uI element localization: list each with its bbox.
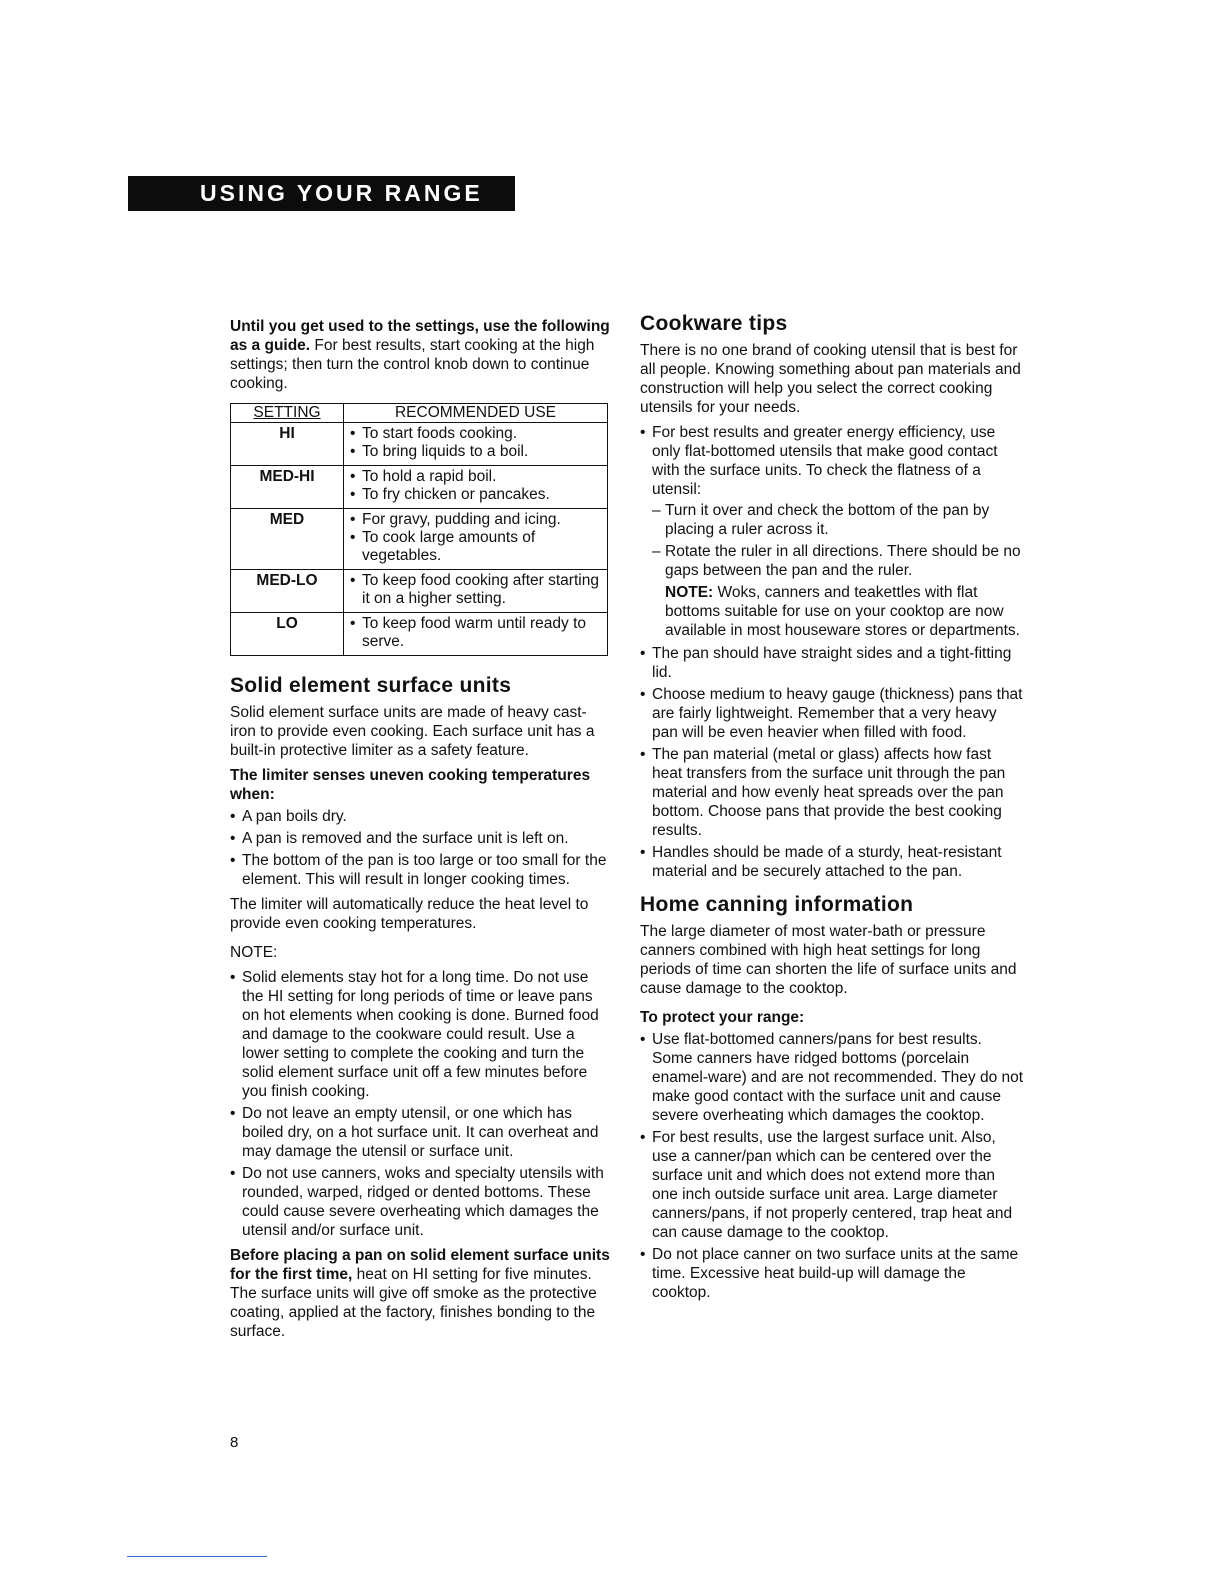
intro-bold: Until you get used to the settings, use the following as a guide. [230,318,610,354]
section-banner: USING YOUR RANGE [128,176,515,211]
first-time-paragraph [230,1246,610,1341]
intro-rest: For best results, start cooking at the high settings; then turn the control knob down to continue cooking. [230,337,595,392]
use-column-header: RECOMMENDED USE [344,404,608,423]
note-list [230,968,610,1240]
table-row [231,423,608,466]
intro-paragraph [230,317,610,393]
cookware-paragraph: There is no one brand of cooking utensil that is best for all people. Knowing something about pan materials and construction will help you select the correct cooking utensils for your needs. [640,342,1021,416]
list-item: • Use flat-bottomed canners/pans for best results. Some canners have ridged bottoms (porcelain enamel-ware) and are not recommended. They do not make good contact with the surface unit and cause severe overheating which damages the cooktop. [640,1030,1025,1125]
cookware-tips-heading: Cookware tips [640,312,788,335]
list-item: • The bottom of the pan is too large or too small for the element. This will result in longer cooking times. [230,851,610,889]
cookware-note [652,583,1025,640]
table-row [231,466,608,509]
use-cell [344,570,608,613]
note-text: Woks, canners and teakettles with flat bottoms suitable for use on your cooktop are now available in most houseware stores or departments. [665,584,1020,639]
first-time-bold: Before placing a pan on solid element surface units for the first time, [230,1247,610,1283]
use-cell [344,423,608,466]
right-column [640,312,1025,1308]
list-item [640,423,1025,640]
dash-item: – Turn it over and check the bottom of the pan by placing a ruler across it. [652,501,1025,539]
dash-item: – Rotate the ruler in all directions. There should be no gaps between the pan and the ruler. [652,542,1025,580]
note-label: NOTE: [665,584,714,601]
setting-column-header: SETTING [231,404,344,423]
footer-divider [127,1556,267,1557]
list-item: • Solid elements stay hot for a long time. Do not use the HI setting for long periods of time or leave pans on hot elements when cooking is done. Burned food and damage to the cookware could result. Use a lower setting to complete the cooking and turn the solid element surface unit off a few minutes before you finish cooking. [230,968,610,1101]
solid-element-heading: Solid element surface units [230,674,512,697]
limiter-paragraph: The limiter will automatically reduce the heat level to provide even cooking temperatures. [230,896,589,932]
list-item: • The pan should have straight sides and a tight-fitting lid. [640,644,1025,682]
use-item: • To hold a rapid boil. [350,468,603,486]
list-item: • Do not place canner on two surface units at the same time. Excessive heat build-up will damage the cooktop. [640,1245,1025,1302]
table-row [231,509,608,570]
use-cell [344,613,608,656]
table-row [231,570,608,613]
use-item: • To start foods cooking. [350,425,603,443]
table-header-row [231,404,608,423]
limiter-heading: The limiter senses uneven cooking temperatures when: [230,767,591,803]
use-cell [344,466,608,509]
list-item: • A pan boils dry. [230,807,610,826]
use-cell [344,509,608,570]
settings-table [230,403,608,656]
use-item: • To bring liquids to a boil. [350,443,603,461]
limiter-list [230,807,610,889]
cookware-list [640,423,1025,881]
list-item: • A pan is removed and the surface unit is left on. [230,829,610,848]
page-number: 8 [230,1434,239,1451]
flatness-steps [652,501,1025,580]
setting-cell: LO [231,613,344,656]
first-time-rest: heat on HI setting for five minutes. The surface units will give off smoke as the protective coating, applied at the factory, finishes bonding to the surface. [230,1266,597,1340]
protect-list [640,1030,1025,1302]
list-item: • Do not leave an empty utensil, or one which has boiled dry, on a hot surface unit. It can overheat and may damage the utensil or surface unit. [230,1104,610,1161]
list-item: • For best results, use the largest surface unit. Also, use a canner/pan which can be centered over the surface unit and which does not extend more than one inch outside surface unit area. Large diameter canners/pans, if not properly centered, trap heat and can cause damage to the cooktop. [640,1128,1025,1242]
use-item: • For gravy, pudding and icing. [350,511,603,529]
setting-cell: MED [231,509,344,570]
home-canning-heading: Home canning information [640,893,914,916]
left-column [230,317,610,1347]
note-label: NOTE: [230,944,278,961]
canning-paragraph: The large diameter of most water-bath or pressure canners combined with high heat settings for long periods of time can shorten the life of surface units and cause damage to the cooktop. [640,923,1017,997]
list-item: • Choose medium to heavy gauge (thickness) pans that are fairly lightweight. Remember that a very heavy pan will be even heavier when filled with food. [640,685,1025,742]
list-item: • Do not use canners, woks and specialty utensils with rounded, warped, ridged or dented bottoms. These could cause severe overheating which damages the utensil and/or surface unit. [230,1164,610,1240]
use-item: • To cook large amounts of vegetables. [350,529,603,565]
cookware-bullet-text: For best results and greater energy efficiency, use only flat-bottomed utensils that make good contact with the surface units. To check the flatness of a utensil: [652,424,998,498]
solid-element-paragraph: Solid element surface units are made of heavy cast-iron to provide even cooking. Each surface unit has a built-in protective limiter as a safety feature. [230,704,595,759]
list-item: • The pan material (metal or glass) affects how fast heat transfers from the surface unit through the pan material and how evenly heat spreads over the pan bottom. Choose pans that provide the best cooking results. [640,745,1025,840]
use-item: • To keep food warm until ready to serve. [350,615,603,651]
list-item: • Handles should be made of a sturdy, heat-resistant material and be securely attached to the pan. [640,843,1025,881]
setting-cell: MED-HI [231,466,344,509]
setting-cell: HI [231,423,344,466]
use-item: • To keep food cooking after starting it on a higher setting. [350,572,603,608]
setting-cell: MED-LO [231,570,344,613]
use-item: • To fry chicken or pancakes. [350,486,603,504]
protect-heading: To protect your range: [640,1009,805,1026]
table-row [231,613,608,656]
